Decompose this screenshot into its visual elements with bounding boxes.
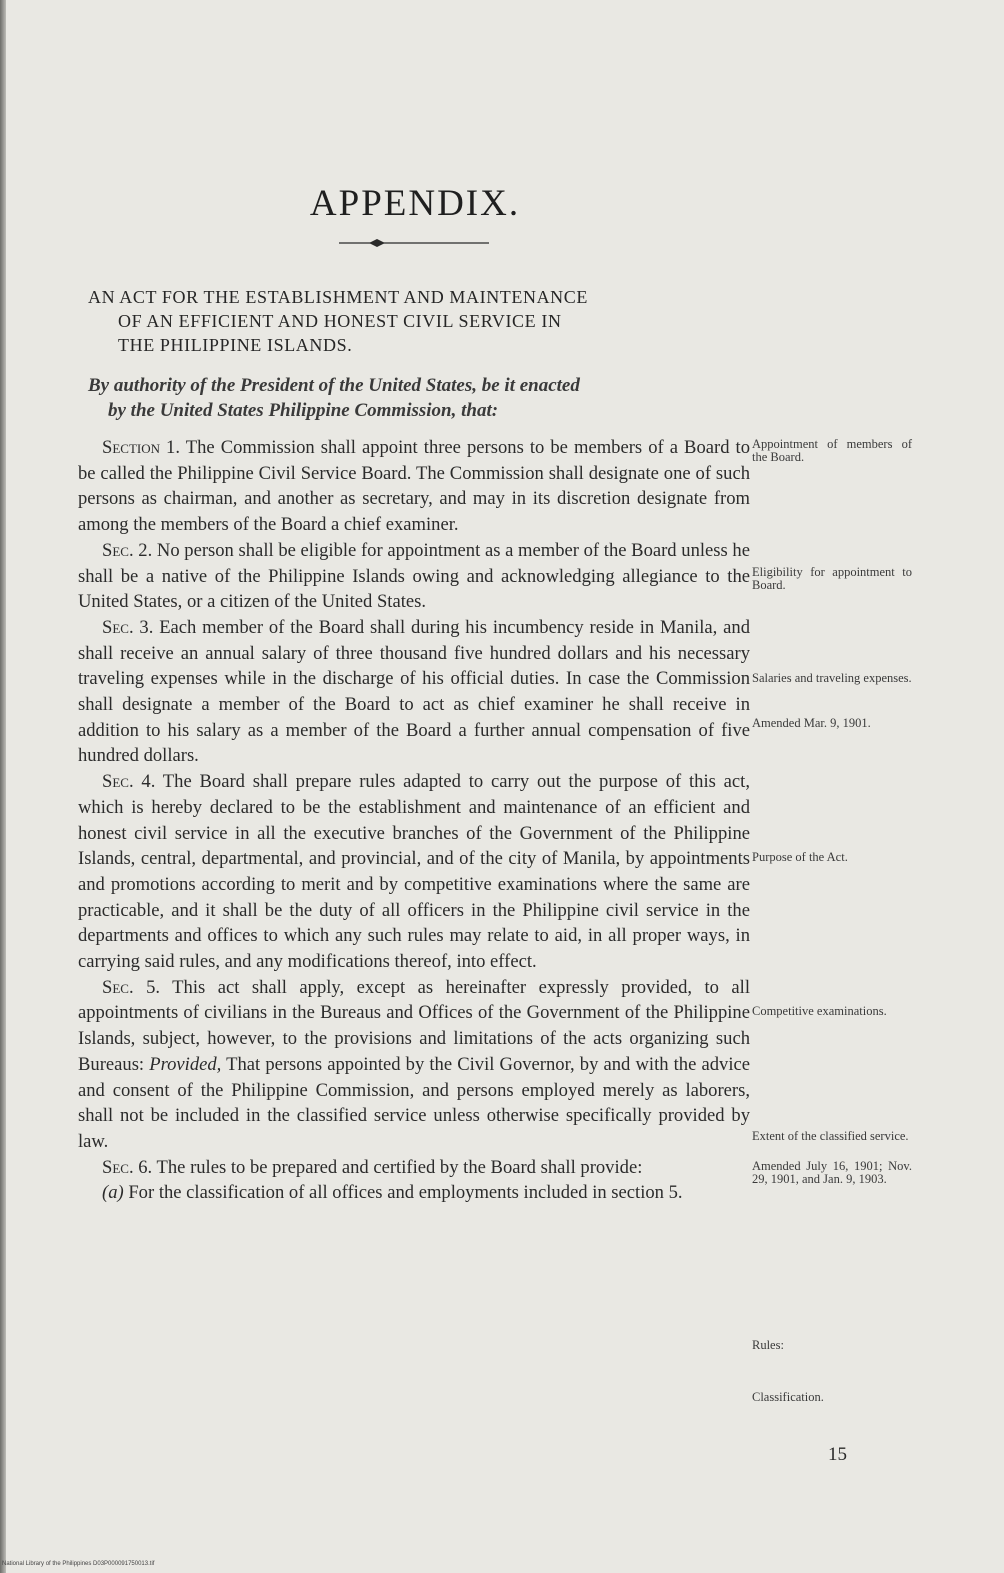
section-paragraph [78, 435, 750, 538]
act-title-line: OF AN EFFICIENT AND HONEST CIVIL SERVICE IN [118, 311, 562, 331]
margin-note: Extent of the classified service. [752, 1129, 909, 1143]
section-text: No person shall be eligible for appointment as a member of the Board unless he shall be a native of the Philippine Islands owing and acknowledging allegiance to the United States, or a citizen of the United States. [78, 539, 750, 613]
section-paragraph [78, 538, 750, 615]
section-text: The Board shall prepare rules adapted to carry out the purpose of this act, which is hereby declared to be the establishment and maintenance of an efficient and honest civil service in all the executive branches of the Government of the Philippine Islands, central, departmental, and provincial, and of the city of Manila, by appointments and promotions according to merit and by competitive examinations where the same are practicable, and it shall be the duty of all officers in the Philippine civil service in the departments and offices to which any such rules may relate to aid, in all proper ways, in carrying said rules, and any modifications thereof, into effect. [78, 771, 750, 973]
enacting-clause-line: By authority of the President of the United States, be it enacted [88, 375, 580, 396]
margin-note: Amended Mar. 9, 1901. [752, 716, 871, 730]
enacting-clause-line: by the United States Philippine Commission, that: [108, 400, 499, 421]
section-label: Sec. 3. [102, 616, 154, 638]
proviso-word: Provided, [149, 1053, 222, 1075]
act-title [88, 285, 748, 357]
section-paragraph [78, 615, 750, 769]
section-paragraph [78, 1180, 750, 1206]
section-label: Sec. 2. [102, 539, 153, 561]
margin-note: Eligibility for appointment to Board. [752, 565, 912, 592]
enacting-clause [88, 373, 748, 423]
section-paragraph [78, 975, 750, 1155]
act-title-line: AN ACT FOR THE ESTABLISHMENT AND MAINTENANCE [88, 287, 588, 307]
margin-note: Amended July 16, 1901; Nov. 29, 1901, and Jan. 9, 1903. [752, 1159, 912, 1186]
appendix-heading: APPENDIX. [309, 183, 521, 224]
section-text: That persons appointed by the Civil Governor, by and with the advice and consent of the Philippine Commission, and persons employed merely as laborers, shall not be included in the classified service unless otherwise specifically provided by law. [78, 1053, 750, 1152]
act-body [78, 435, 750, 1206]
margin-note: Purpose of the Act. [752, 850, 848, 864]
section-label: Sec. 6. [102, 1156, 153, 1178]
margin-note: Rules: [752, 1338, 784, 1352]
margin-note: Competitive examinations. [752, 1004, 887, 1018]
section-paragraph [78, 769, 750, 975]
section-text: The Commission shall appoint three persons to be members of a Board to be called the Philippine Civil Service Board. The Commission shall designate one of such persons as chairman, and another as secretary, and may in its discretion designate from among the members of the Board a chief examiner. [78, 437, 751, 536]
section-text: Each member of the Board shall during his incumbency reside in Manila, and shall receive an annual salary of three thousand five hundred dollars and his necessary traveling expenses while in the discharge of his official duties. In case the Commission shall designate a member of the Board to act as chief examiner he shall receive in addition to his salary as a member of the Board a further annual compensation of five hundred dollars. [78, 616, 750, 767]
scan-footer: National Library of the Philippines D03P000091750013.tif [2, 1561, 155, 1567]
section-label: Section 1. [102, 437, 181, 458]
page-number: 15 [828, 1444, 847, 1465]
section-paragraph [78, 1155, 750, 1181]
act-title-line: THE PHILIPPINE ISLANDS. [118, 335, 353, 355]
section-text: This act shall apply, except as hereinafter expressly provided, to all appointments of civilians in the Bureaus and Offices of the Government of the Philippine Islands, subject, however, to the provisions and limitations of the acts organizing such Bureaus: [78, 976, 750, 1075]
section-label: (a) [102, 1182, 124, 1204]
section-label: Sec. 4. [102, 771, 156, 793]
section-text: The rules to be prepared and certified by the Board shall provide: [152, 1156, 643, 1178]
margin-note: Salaries and traveling expenses. [752, 671, 912, 685]
margin-note: Classification. [752, 1390, 824, 1404]
section-label: Sec. 5. [102, 976, 161, 998]
margin-note: Appointment of members of the Board. [752, 437, 912, 464]
page-binding-edge [0, 0, 6, 1573]
ornament-divider [339, 236, 489, 250]
section-text: For the classification of all offices and employments included in section 5. [123, 1182, 683, 1204]
